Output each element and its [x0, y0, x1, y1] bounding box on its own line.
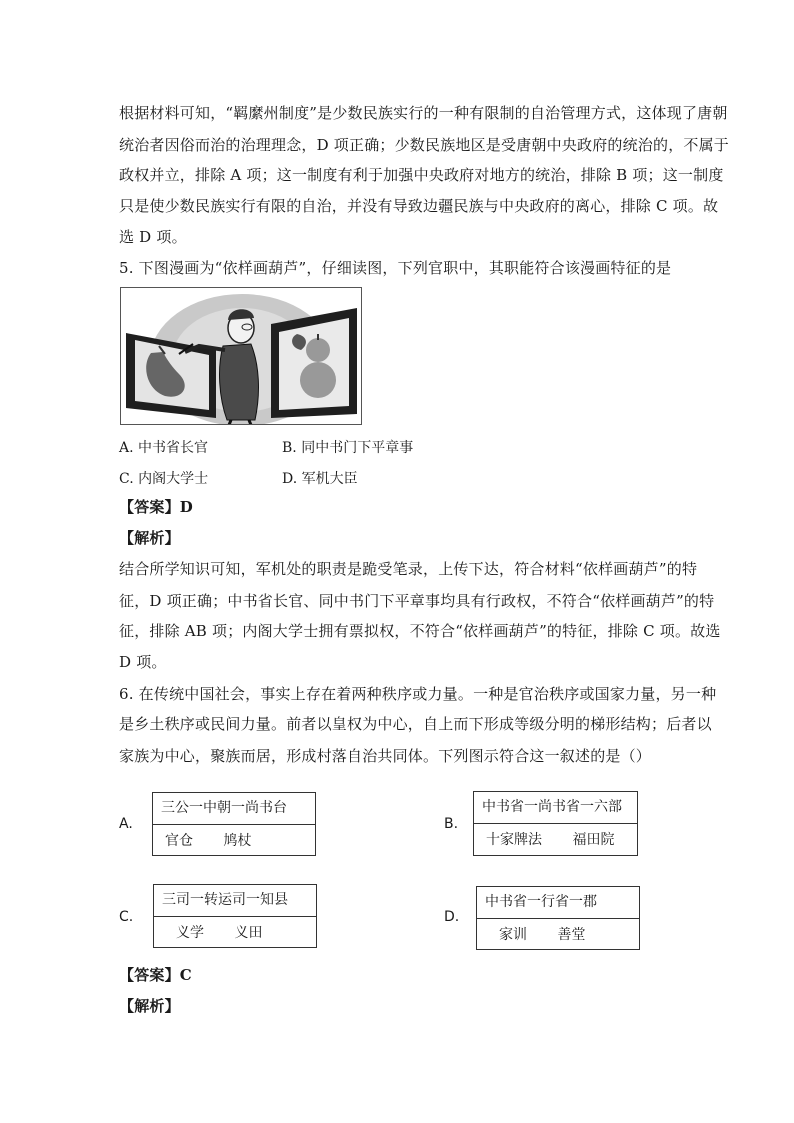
paragraph-line: 根据材料可知，“羁縻州制度”是少数民族实行的一种有限制的自治管理方式，这体现了唐朝	[119, 104, 728, 122]
folk-items	[474, 824, 637, 856]
folk-item: 义田	[234, 925, 263, 941]
folk-items	[154, 917, 316, 949]
question-6-stem: 是乡土秩序或民间力量。前者以皇权为中心，自上而下形成等级分明的梯形结构；后者以	[119, 715, 712, 733]
folk-item: 义学	[176, 925, 204, 941]
option-d-label: D.	[444, 909, 460, 925]
paragraph-line: 只是使少数民族实行有限的自治，并没有导致边疆民族与中央政府的离心，排除 C 项。故	[119, 197, 719, 215]
option-a-diagram	[152, 792, 316, 856]
option-c-diagram	[153, 884, 317, 948]
answer-label: 【答案】C	[119, 966, 192, 984]
paragraph-line: 统治者因俗而治的治理理念，D 项正确；少数民族地区是受唐朝中央政府的统治的，不属于	[119, 136, 729, 154]
option-d-diagram	[476, 886, 640, 950]
analysis-line: 结合所学知识可知，军机处的职责是跪受笔录，上传下达，符合材料“依样画葫芦”的特	[119, 560, 698, 578]
paragraph-line: 选 D 项。	[119, 228, 187, 246]
question-6-stem: 6. 在传统中国社会，事实上存在着两种秩序或力量。一种是官治秩序或国家力量，另一种	[119, 685, 717, 703]
analysis-line: D 项。	[119, 653, 167, 671]
hierarchy-text: 中书省一尚书省一六部	[474, 792, 637, 824]
answer-label: 【答案】D	[119, 498, 194, 516]
folk-items	[153, 825, 315, 857]
option-a: A. 中书省长官	[119, 440, 209, 456]
analysis-line: 征，D 项正确；中书省长官、同中书门下平章事均具有行政权，不符合“依样画葫芦”的特	[119, 592, 715, 610]
option-a-label: A.	[119, 816, 133, 832]
paragraph-line: 政权并立，排除 A 项；这一制度有利于加强中央政府对地方的统治，排除 B 项；这一制度	[119, 166, 724, 184]
option-b-diagram	[473, 791, 638, 856]
folk-item: 十家牌法	[486, 832, 542, 848]
option-c: C. 内阁大学士	[119, 471, 209, 487]
question-6-stem: 家族为中心，聚族而居，形成村落自治共同体。下列图示符合这一叙述的是（）	[119, 747, 652, 765]
option-c-label: C.	[119, 909, 134, 925]
hierarchy-text: 三司一转运司一知县	[154, 885, 316, 917]
folk-item: 官仓	[165, 833, 193, 849]
folk-item: 福田院	[572, 832, 615, 848]
folk-item: 善堂	[557, 927, 586, 943]
analysis-label: 【解析】	[119, 529, 180, 547]
option-b: B. 同中书门下平章事	[282, 440, 414, 456]
folk-items	[477, 919, 639, 951]
cartoon-image	[120, 287, 362, 425]
hierarchy-text: 中书省一行省一郡	[477, 887, 639, 919]
option-d: D. 军机大臣	[282, 471, 358, 487]
option-b-label: B.	[444, 816, 459, 832]
analysis-label: 【解析】	[119, 997, 180, 1015]
folk-item: 鸠杖	[223, 833, 252, 849]
folk-item: 家训	[499, 927, 527, 943]
analysis-line: 征，排除 AB 项；内阁大学士拥有票拟权，不符合“依样画葫芦”的特征，排除 C 项。故选	[119, 622, 721, 640]
question-5-stem: 5. 下图漫画为“依样画葫芦”，仔细读图，下列官职中，其职能符合该漫画特征的是	[119, 259, 672, 277]
hierarchy-text: 三公一中朝一尚书台	[153, 793, 315, 825]
